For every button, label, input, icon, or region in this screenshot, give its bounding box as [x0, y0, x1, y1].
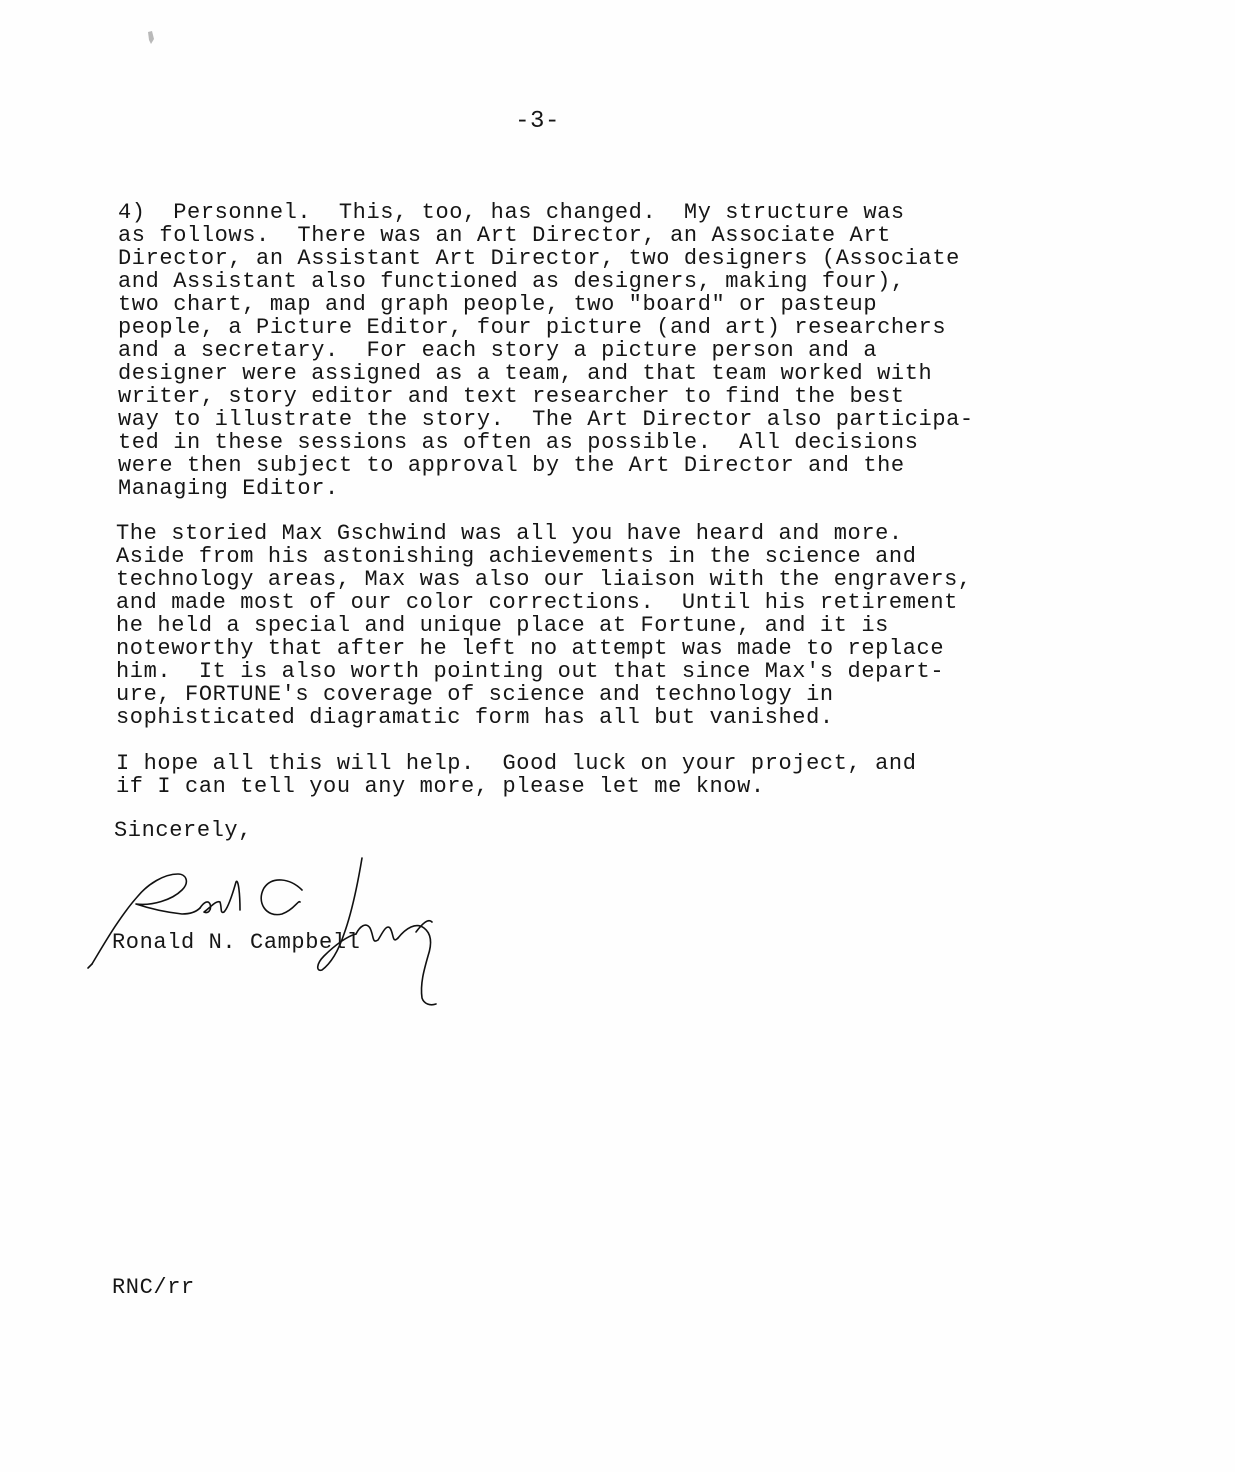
body-line: designer were assigned as a team, and that team worked with [118, 361, 933, 386]
body-line: were then subject to approval by the Art Director and the [118, 453, 905, 478]
body-line: ted in these sessions as often as possible. All decisions [118, 430, 919, 455]
body-line: technology areas, Max was also our liaison with the engravers, [116, 567, 972, 592]
body-line: writer, story editor and text researcher to find the best [118, 384, 905, 409]
body-line: people, a Picture Editor, four picture (and art) researchers [118, 315, 947, 340]
body-line: Aside from his astonishing achievements in the science and [116, 544, 917, 569]
signer-name: Ronald N. Campbell [112, 930, 361, 955]
body-line: he held a special and unique place at Fortune, and it is [116, 613, 889, 638]
scan-speck-mark [146, 30, 156, 46]
body-line: The storied Max Gschwind was all you have heard and more. [116, 521, 903, 546]
page-number: -3- [515, 108, 560, 135]
body-line: I hope all this will help. Good luck on your project, and [116, 751, 917, 776]
body-line: Director, an Assistant Art Director, two designers (Associate [118, 246, 960, 271]
body-line: ure, FORTUNE's coverage of science and technology in [116, 682, 834, 707]
body-line: and made most of our color corrections. Until his retirement [116, 590, 958, 615]
body-line: noteworthy that after he left no attempt was made to replace [116, 636, 945, 661]
body-line: as follows. There was an Art Director, an Associate Art [118, 223, 891, 248]
body-line: way to illustrate the story. The Art Director also participa- [118, 407, 974, 432]
body-line: and Assistant also functioned as designers, making four), [118, 269, 905, 294]
body-line: and a secretary. For each story a picture person and a [118, 338, 878, 363]
reference-initials: RNC/rr [112, 1275, 195, 1300]
body-line: if I can tell you any more, please let me know. [116, 774, 765, 799]
body-line: two chart, map and graph people, two "board" or pasteup [118, 292, 878, 317]
body-line: 4) Personnel. This, too, has changed. My structure was [118, 200, 905, 225]
body-line: sophisticated diagramatic form has all but vanished. [116, 705, 834, 730]
body-line: him. It is also worth pointing out that since Max's depart- [116, 659, 945, 684]
body-line: Managing Editor. [118, 476, 339, 501]
closing-salutation: Sincerely, [114, 818, 253, 843]
